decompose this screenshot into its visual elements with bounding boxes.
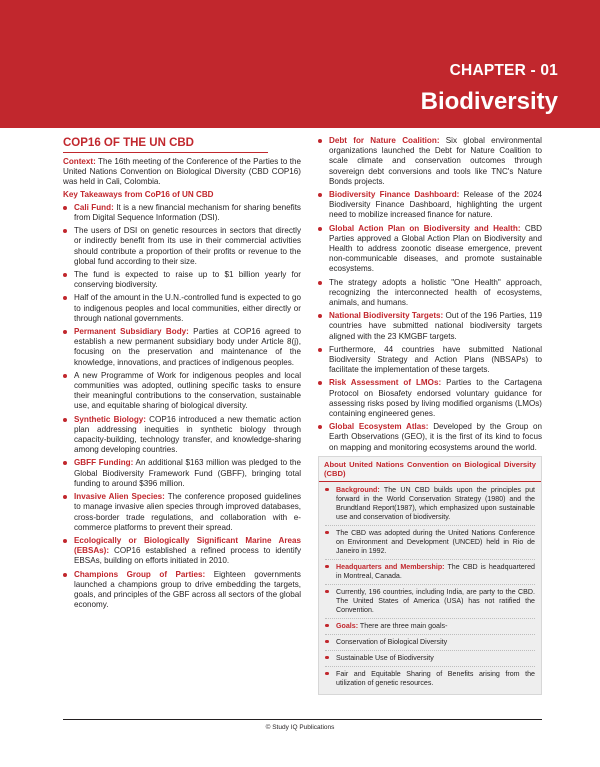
chapter-number: CHAPTER - 01: [449, 62, 558, 79]
list-item: Biodiversity Finance Dashboard: Release of the 2024 Biodiversity Finance Dashboard, highlighting the urgent need to mobilize increased finance for nature.: [318, 190, 542, 221]
list-item: Currently, 196 countries, including India, are party to the CBD. The United States of America (USA) has not ratified the Convention.: [325, 588, 535, 619]
list-item: Champions Group of Parties: Eighteen governments launched a champions group to drive embedding the targets, goals, and principles of the GBF across all sectors of the global economy.: [63, 570, 301, 611]
footer-rule: [63, 719, 542, 720]
list-item: Fair and Equitable Sharing of Benefits arising from the utilization of genetic resources.: [325, 670, 535, 691]
list-item: Global Action Plan on Biodiversity and Health: CBD Parties approved a Global Action Plan on Biodiversity and Health to address zoonotic disease emergence, prevent non-communicable diseases, and promote sustainable ecosystems.: [318, 224, 542, 275]
list-item: The strategy adopts a holistic "One Health" approach, recognizing the interconnected health of ecosystems, animals, and humans.: [318, 278, 542, 309]
list-item: The users of DSI on genetic resources in sectors that directly or indirectly benefit from its use in their commercial activities should contribute a proportion of their profits or revenue to the global fund according to their size.: [63, 226, 301, 267]
right-column: [318, 136, 542, 695]
section-title-rule: [63, 152, 268, 153]
list-item: A new Programme of Work for indigenous peoples and local communities was adopted, outlining specific tasks to ensure their meaningful contributions to the conservation, sustainable use, and equitable sharing of biological diversity.: [63, 371, 301, 412]
list-item: GBFF Funding: An additional $163 million was pledged to the Global Biodiversity Framework Fund (GBFF), bringing total funding to around $396 million.: [63, 458, 301, 489]
chapter-title: Biodiversity: [420, 88, 558, 115]
list-item: Risk Assessment of LMOs: Parties to the Cartagena Protocol on Biosafety endorsed voluntary guidance for assessing risks posed by living modified organisms (LMOs) containing engineered genes.: [318, 378, 542, 419]
section-title: COP16 OF THE UN CBD: [63, 137, 194, 149]
context-label: Context:: [63, 157, 96, 166]
cbd-info-box: [318, 456, 542, 695]
list-item: Permanent Subsidiary Body: Parties at COP16 agreed to establish a new permanent subsidiary body under Article 8(j), focusing on the preservation and maintenance of the knowledge, innovations, and practices of indigenous peoples.: [63, 327, 301, 368]
left-bullet-list: [63, 203, 301, 611]
list-item: Conservation of Biological Diversity: [325, 638, 535, 651]
list-item: Debt for Nature Coalition: Six global environmental organizations launched the Debt for Nature Coalition to scale climate and conservation outcomes through sovereign debt conversions and tools like TNC's Nature Bonds projects.: [318, 136, 542, 187]
list-item: Ecologically or Biologically Significant Marine Areas (EBSAs): COP16 established a refined process to identify EBSAs, building on efforts initiated in 2010.: [63, 536, 301, 567]
list-item: Cali Fund: It is a new financial mechanism for sharing benefits from Digital Sequence Information (DSI).: [63, 203, 301, 223]
right-bullet-list: [318, 136, 542, 453]
list-item: The CBD was adopted during the United Nations Conference on Environment and Development (UNCED) held in Rio de Janeiro in 1992.: [325, 529, 535, 560]
context-text: The 16th meeting of the Conference of the Parties to the United Nations Convention on Biological Diversity (CBD COP16) was held in Cali, Colombia.: [63, 157, 301, 187]
list-item: Sustainable Use of Biodiversity: [325, 654, 535, 667]
list-item: Invasive Alien Species: The conference proposed guidelines to manage invasive alien species through improved databases, cross-border trade regulations, and collaboration with e-commerce platforms to prevent their spread.: [63, 492, 301, 533]
list-item: Background: The UN CBD builds upon the principles put forward in the World Conservation Strategy (1980) and the Brundtland Report(1987), which emphasized upon sustainable use and conservation of biodiversity.: [325, 486, 535, 526]
context-paragraph: [63, 157, 301, 188]
key-takeaways-heading: Key Takeaways from CoP16 of UN CBD: [63, 189, 214, 199]
footer-credit: © Study IQ Publications: [265, 724, 335, 731]
chapter-banner: [0, 0, 600, 128]
list-item: Furthermore, 44 countries have submitted National Biodiversity Strategy and Action Plans (NBSAPs) to facilitate the implementation of these targets.: [318, 345, 542, 376]
list-item: The fund is expected to raise up to $1 billion yearly for conserving biodiversity.: [63, 270, 301, 290]
list-item: National Biodiversity Targets: Out of the 196 Parties, 119 countries have submitted national biodiversity targets aligned with the 23 KMGBF targets.: [318, 311, 542, 342]
info-box-title: About United Nations Convention on Biological Diversity (CBD): [319, 457, 541, 482]
list-item: Half of the amount in the U.N.-controlled fund is expected to go to indigenous peoples and local communities, either directly or through national governments.: [63, 293, 301, 324]
left-column: [63, 136, 301, 613]
list-item: Headquarters and Membership: The CBD is headquartered in Montreal, Canada.: [325, 563, 535, 585]
list-item: Synthetic Biology: COP16 introduced a new thematic action plan addressing inequities in synthetic biology through capacity-building, technology transfer, and knowledge-sharing among developing countries.: [63, 415, 301, 456]
info-box-list: [319, 482, 541, 694]
list-item: Global Ecosystem Atlas: Developed by the Group on Earth Observations (GEO), it is the first of its kind to focus on mapping and monitoring ecosystems around the world.: [318, 422, 542, 453]
list-item: Goals: There are three main goals-: [325, 622, 535, 635]
